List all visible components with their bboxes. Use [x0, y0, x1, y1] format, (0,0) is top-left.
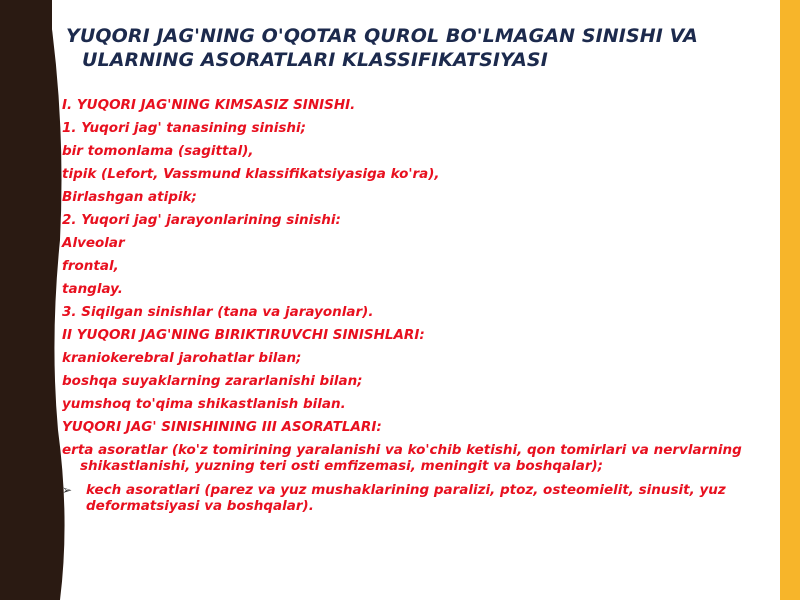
slide-title [66, 24, 766, 72]
slide-body [62, 94, 762, 514]
body-line: kraniokerebral jarohatlar bilan; [62, 350, 302, 366]
late-complications-line-2: deformatsiyasi va boshqalar). [86, 498, 314, 514]
early-complications [62, 442, 762, 474]
body-line: Birlashgan atipik; [62, 189, 197, 205]
title-line-2: ULARNING ASORATLARI KLASSIFIKATSIYASI [82, 49, 548, 71]
body-line: 3. Siqilgan sinishlar (tana va jarayonlar). [62, 304, 374, 320]
early-complications-line-2: shikastlanishi, yuzning teri osti emfizemasi, meningit va boshqalar); [80, 458, 604, 474]
body-line: boshqa suyaklarning zararlanishi bilan; [62, 373, 363, 389]
body-line: 2. Yuqori jag' jarayonlarining sinishi: [62, 212, 341, 228]
body-line: yumshoq to'qima shikastlanish bilan. [62, 396, 346, 412]
title-line-1: YUQORI JAG'NING O'QOTAR QUROL BO'LMAGAN SINISHI VA [66, 25, 698, 47]
body-line: frontal, [62, 258, 119, 274]
body-line: II YUQORI JAG'NING BIRIKTIRUVCHI SINISHLARI: [62, 327, 425, 343]
body-line: bir tomonlama (sagittal), [62, 143, 254, 159]
early-complications-line-1: erta asoratlar (ko'z tomirining yaralanishi va ko'chib ketishi, qon tomirlari va nervlarning [62, 442, 742, 458]
body-line: YUQORI JAG' SINISHINING III ASORATLARI: [62, 419, 382, 435]
body-line: 1. Yuqori jag' tanasining sinishi; [62, 120, 307, 136]
body-line: Alveolar [62, 235, 125, 251]
body-line: I. YUQORI JAG'NING KIMSASIZ SINISHI. [62, 97, 356, 113]
arrow-bullet-icon: ➢ [62, 483, 73, 497]
right-accent-bar [780, 0, 800, 600]
body-line: tipik (Lefort, Vassmund klassifikatsiyasiga ko'ra), [62, 166, 440, 182]
late-complications-line-1: kech asoratlari (parez va yuz mushaklarining paralizi, ptoz, osteomielit, sinusit, yuz [86, 482, 726, 498]
slide [44, 0, 780, 600]
body-line: tanglay. [62, 281, 123, 297]
late-complications [62, 482, 762, 514]
